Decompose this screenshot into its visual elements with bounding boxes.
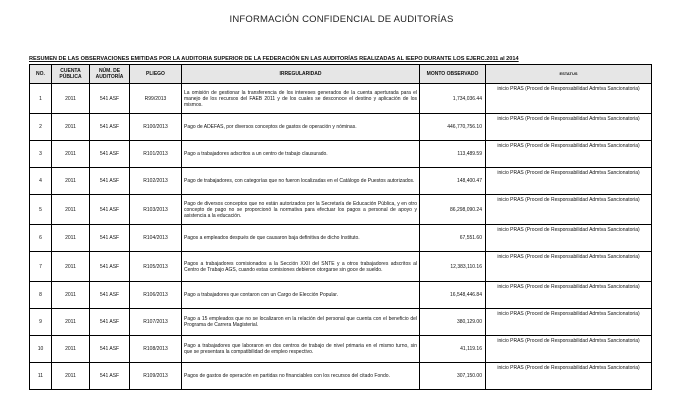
cell-num-auditoria: 541 ASF <box>90 252 130 282</box>
table-row <box>30 309 652 336</box>
cell-no: 3 <box>30 141 52 168</box>
cell-num-auditoria: 541 ASF <box>90 225 130 252</box>
cell-estatus: inicio PRAS (Proced de Responsabilidad Admtva Sancionatoria) <box>486 282 652 309</box>
cell-cuenta-publica: 2011 <box>52 252 90 282</box>
cell-pliego: R101/2013 <box>130 141 182 168</box>
cell-num-auditoria: 541 ASF <box>90 168 130 195</box>
cell-pliego: R105/2013 <box>130 252 182 282</box>
cell-irregularidad: Pago de ADEFAS, por diversos conceptos de gastos de operación y nóminas. <box>182 114 420 141</box>
cell-irregularidad: Pago a trabajadores que laboraron en dos centros de trabajo de nivel primaria en el mismo turno, sin que se presentara la compatibilidad de empleo respectivo. <box>182 336 420 363</box>
cell-no: 7 <box>30 252 52 282</box>
cell-pliego: R109/2013 <box>130 363 182 390</box>
cell-cuenta-publica: 2011 <box>52 225 90 252</box>
cell-cuenta-publica: 2011 <box>52 84 90 114</box>
document-title: INFORMACIÓN CONFIDENCIAL DE AUDITORÍAS <box>229 14 454 25</box>
header-pliego: PLIEGO <box>130 65 182 84</box>
cell-irregularidad: Pago de diversos conceptos que no están autorizados por la Secretaría de Educación Pública, y en otro concepto de pago no se proporcionó la normativa para efectuar los pagos a personal de apoyo y asistencia a la educación. <box>182 195 420 225</box>
cell-cuenta-publica: 2011 <box>52 363 90 390</box>
cell-estatus: inicio PRAS (Proced de Responsabilidad Admtva Sancionatoria) <box>486 114 652 141</box>
cell-estatus: inicio PRAS (Proced de Responsabilidad Admtva Sancionatoria) <box>486 141 652 168</box>
cell-monto-observado: 16,548,446.84 <box>420 282 486 309</box>
cell-no: 5 <box>30 195 52 225</box>
cell-pliego: R99/2013 <box>130 84 182 114</box>
cell-estatus: inicio PRAS (Proced de Responsabilidad Admtva Sancionatoria) <box>486 309 652 336</box>
table-row <box>30 225 652 252</box>
observations-table <box>29 64 652 390</box>
cell-pliego: R103/2013 <box>130 195 182 225</box>
cell-no: 1 <box>30 84 52 114</box>
cell-monto-observado: 113,489.59 <box>420 141 486 168</box>
cell-monto-observado: 446,770,756.10 <box>420 114 486 141</box>
cell-monto-observado: 307,150.00 <box>420 363 486 390</box>
cell-num-auditoria: 541 ASF <box>90 309 130 336</box>
cell-no: 9 <box>30 309 52 336</box>
cell-pliego: R104/2013 <box>130 225 182 252</box>
table-row <box>30 141 652 168</box>
table-row <box>30 336 652 363</box>
cell-estatus: inicio PRAS (Proced de Responsabilidad Admtva Sancionatoria) <box>486 363 652 390</box>
table-row <box>30 114 652 141</box>
cell-irregularidad: Pagos de gastos de operación en partidas no financiables con los recursos del citado Fondo. <box>182 363 420 390</box>
cell-pliego: R100/2013 <box>130 114 182 141</box>
table-row <box>30 195 652 225</box>
header-estatus: ESTATUS <box>486 65 652 84</box>
cell-estatus: inicio PRAS (Proced de Responsabilidad Admtva Sancionatoria) <box>486 336 652 363</box>
cell-irregularidad: Pago a trabajadores que contaron con un Cargo de Elección Popular. <box>182 282 420 309</box>
cell-estatus: inicio PRAS (Proced de Responsabilidad Admtva Sancionatoria) <box>486 225 652 252</box>
cell-no: 10 <box>30 336 52 363</box>
summary-heading: RESUMEN DE LAS OBSERVACIONES EMITIDAS POR LA AUDITORIA SUPERIOR DE LA FEDERACIÓN EN LAS AUDITORÍAS REALIZADAS AL IEEPO DURANTE LOS EJERC.2011 al 2014 <box>29 56 519 62</box>
cell-pliego: R108/2013 <box>130 336 182 363</box>
cell-pliego: R107/2013 <box>130 309 182 336</box>
cell-num-auditoria: 541 ASF <box>90 282 130 309</box>
cell-monto-observado: 380,129.00 <box>420 309 486 336</box>
cell-num-auditoria: 541 ASF <box>90 336 130 363</box>
header-monto-observado: MONTO OBSERVADO <box>420 65 486 84</box>
cell-cuenta-publica: 2011 <box>52 309 90 336</box>
cell-cuenta-publica: 2011 <box>52 114 90 141</box>
table-row <box>30 363 652 390</box>
table-header-row <box>30 65 652 84</box>
header-num-auditoria: NÚM. DE AUDITORÍA <box>90 65 130 84</box>
header-cuenta-publica: CUENTA PÚBLICA <box>52 65 90 84</box>
table-row <box>30 84 652 114</box>
cell-num-auditoria: 541 ASF <box>90 84 130 114</box>
cell-no: 4 <box>30 168 52 195</box>
cell-no: 2 <box>30 114 52 141</box>
cell-monto-observado: 12,383,110.16 <box>420 252 486 282</box>
cell-monto-observado: 67,551.60 <box>420 225 486 252</box>
cell-monto-observado: 41,119.16 <box>420 336 486 363</box>
cell-pliego: R102/2013 <box>130 168 182 195</box>
table-row <box>30 168 652 195</box>
cell-irregularidad: Pagos a trabajadores comisionados a la Sección XXII del SNTE y a otros trabajadores adscritos al Centro de Trabajo AGS, cuando estas comisiones debieron otorgarse sin goce de sueldo. <box>182 252 420 282</box>
cell-estatus: inicio PRAS (Proced de Responsabilidad Admtva Sancionatoria) <box>486 84 652 114</box>
cell-pliego: R106/2013 <box>130 282 182 309</box>
cell-cuenta-publica: 2011 <box>52 168 90 195</box>
cell-num-auditoria: 541 ASF <box>90 195 130 225</box>
cell-monto-observado: 148,400.47 <box>420 168 486 195</box>
cell-cuenta-publica: 2011 <box>52 195 90 225</box>
header-no: NO. <box>30 65 52 84</box>
cell-monto-observado: 86,298,090.24 <box>420 195 486 225</box>
cell-estatus: inicio PRAS (Proced de Responsabilidad Admtva Sancionatoria) <box>486 195 652 225</box>
cell-irregularidad: Pagos a empleados después de que causaron baja definitiva de dicho Instituto. <box>182 225 420 252</box>
cell-no: 11 <box>30 363 52 390</box>
cell-monto-observado: 1,734,036.44 <box>420 84 486 114</box>
cell-num-auditoria: 541 ASF <box>90 363 130 390</box>
cell-irregularidad: Pago a 15 empleados que no se localizaron en la relación del personal que cuenta con el beneficio del Programa de Carrera Magisterial. <box>182 309 420 336</box>
cell-cuenta-publica: 2011 <box>52 282 90 309</box>
cell-irregularidad: La omisión de gestionar la transferencia de los intereses generados de la cuenta aperturada para el manejo de los recursos del FAEB 2011 y de los cuales se desconoce el destino y aplicación de los mismos. <box>182 84 420 114</box>
cell-cuenta-publica: 2011 <box>52 141 90 168</box>
table-row <box>30 282 652 309</box>
table-row <box>30 252 652 282</box>
cell-estatus: inicio PRAS (Proced de Responsabilidad Admtva Sancionatoria) <box>486 252 652 282</box>
cell-irregularidad: Pago de trabajadores, con categorías que no fueron localizadas en el Catálogo de Puestos autorizados. <box>182 168 420 195</box>
cell-estatus: inicio PRAS (Proced de Responsabilidad Admtva Sancionatoria) <box>486 168 652 195</box>
cell-irregularidad: Pago a trabajadores adscritos a un centro de trabajo clausurado. <box>182 141 420 168</box>
cell-no: 8 <box>30 282 52 309</box>
header-irregularidad: IRREGULARIDAD <box>182 65 420 84</box>
cell-no: 6 <box>30 225 52 252</box>
cell-num-auditoria: 541 ASF <box>90 114 130 141</box>
cell-num-auditoria: 541 ASF <box>90 141 130 168</box>
cell-cuenta-publica: 2011 <box>52 336 90 363</box>
